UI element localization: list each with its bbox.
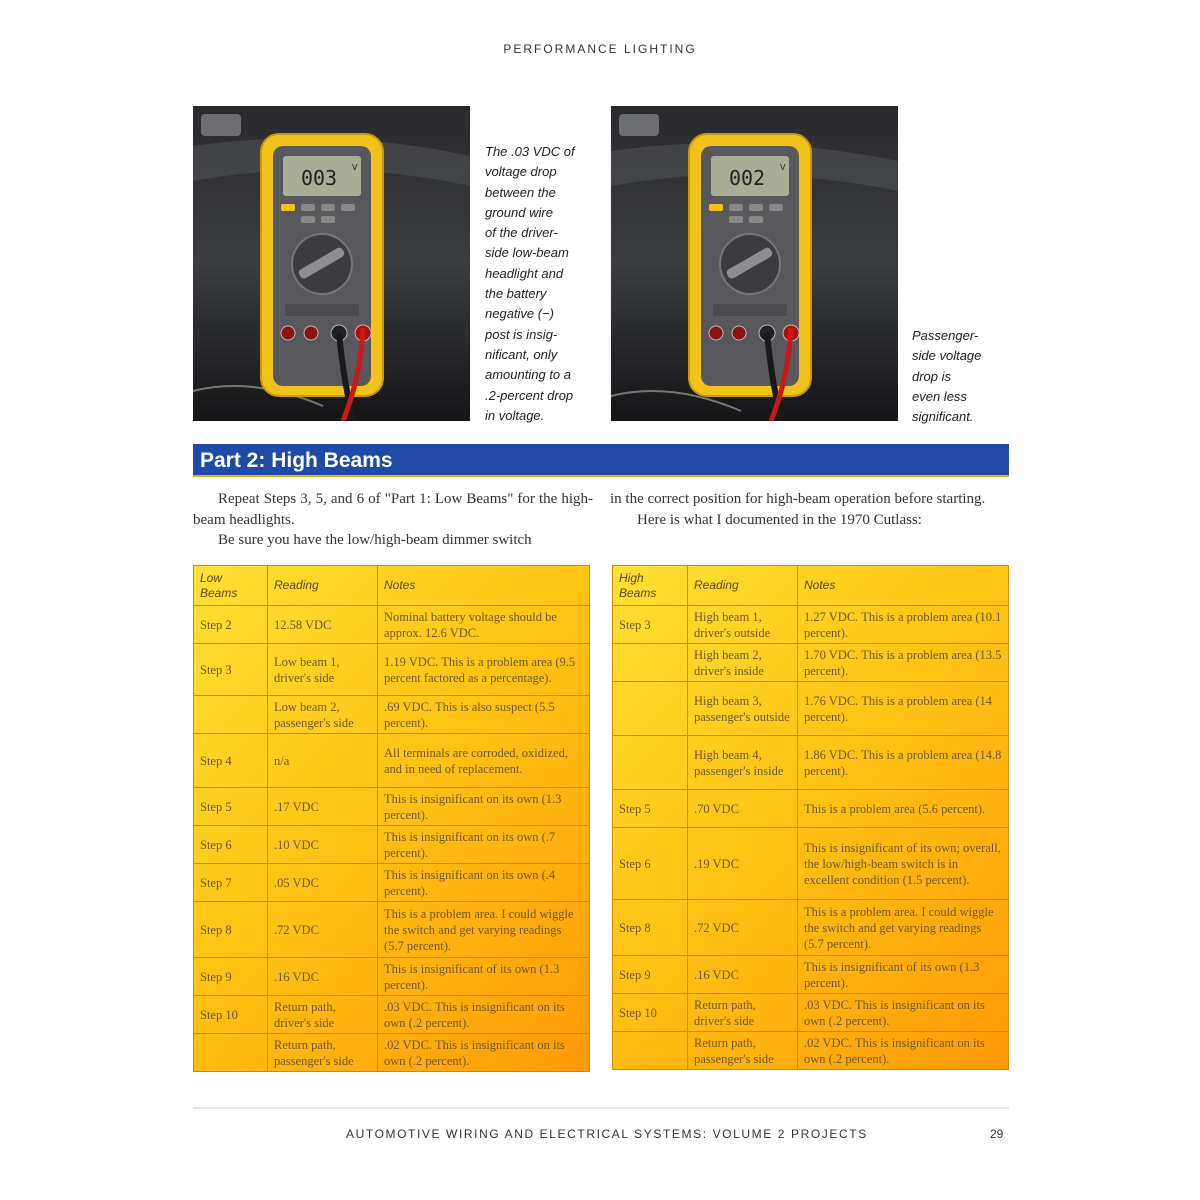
reading-cell: High beam 3, passenger's outside xyxy=(688,682,798,736)
notes-cell: This is a problem area. I could wiggle the switch and get varying readings (5.7 percent). xyxy=(798,900,1009,956)
step-cell: Step 10 xyxy=(613,994,688,1032)
notes-cell: This is insignificant of its own (1.3 percent). xyxy=(798,956,1009,994)
step-cell: Step 7 xyxy=(194,864,268,902)
column-header: High Beams xyxy=(613,566,688,606)
notes-cell: .02 VDC. This is insignificant on its own (.2 percent). xyxy=(378,1034,590,1072)
column-header: Reading xyxy=(268,566,378,606)
notes-cell: All terminals are corroded, oxidized, and in need of replacement. xyxy=(378,734,590,788)
multimeter-illustration xyxy=(611,106,898,421)
step-cell xyxy=(613,1032,688,1070)
table-row xyxy=(613,736,1009,790)
multimeter-photo-driver-side xyxy=(193,106,470,421)
step-cell: Step 2 xyxy=(194,606,268,644)
table-row xyxy=(194,902,590,958)
table-row xyxy=(194,734,590,788)
table-row xyxy=(194,864,590,902)
reading-cell: .05 VDC xyxy=(268,864,378,902)
notes-cell: This is insignificant on its own (.7 percent). xyxy=(378,826,590,864)
step-cell xyxy=(613,682,688,736)
table-row xyxy=(194,826,590,864)
table-row xyxy=(613,956,1009,994)
body-column-right xyxy=(610,489,1010,530)
table-row xyxy=(613,828,1009,900)
body-paragraph: in the correct position for high-beam operation before starting. xyxy=(610,491,986,507)
step-cell xyxy=(194,1034,268,1072)
body-paragraph: Be sure you have the low/high-beam dimmer switch xyxy=(218,532,532,548)
step-cell: Step 10 xyxy=(194,996,268,1034)
notes-cell: Nominal battery voltage should be approx. 12.6 VDC. xyxy=(378,606,590,644)
step-cell: Step 3 xyxy=(194,644,268,696)
photo-caption-passenger-side: Passenger- side voltage drop is even less significant. xyxy=(912,328,982,425)
reading-cell: Return path, driver's side xyxy=(688,994,798,1032)
column-header: Low Beams xyxy=(194,566,268,606)
table-row xyxy=(613,790,1009,828)
reading-cell: .72 VDC xyxy=(688,900,798,956)
footer-book-title: AUTOMOTIVE WIRING AND ELECTRICAL SYSTEMS: VOLUME 2 PROJECTS xyxy=(346,1127,868,1141)
high-beams-table xyxy=(612,565,1009,1070)
reading-cell: Low beam 1, driver's side xyxy=(268,644,378,696)
step-cell: Step 8 xyxy=(613,900,688,956)
table-row xyxy=(613,1032,1009,1070)
table-row xyxy=(613,994,1009,1032)
reading-cell: Return path, driver's side xyxy=(268,996,378,1034)
footer-rule xyxy=(193,1107,1009,1109)
step-cell: Step 9 xyxy=(194,958,268,996)
reading-cell: Low beam 2, passenger's side xyxy=(268,696,378,734)
photo-caption-driver-side: The .03 VDC of voltage drop between the ground wire of the driver- side low-beam headlight and the battery negative (−) post is insig- nificant, only amounting to a .2-percent drop in voltage. xyxy=(485,144,575,423)
notes-cell: This is a problem area (5.6 percent). xyxy=(798,790,1009,828)
step-cell: Step 6 xyxy=(194,826,268,864)
notes-cell: This is insignificant of its own (1.3 percent). xyxy=(378,958,590,996)
notes-cell: This is insignificant on its own (1.3 percent). xyxy=(378,788,590,826)
reading-cell: .70 VDC xyxy=(688,790,798,828)
body-column-left xyxy=(193,489,593,551)
multimeter-display-unit: V xyxy=(780,163,786,172)
multimeter-display-reading: 002 xyxy=(728,166,766,190)
reading-cell: .10 VDC xyxy=(268,826,378,864)
multimeter-display-reading: 003 xyxy=(300,166,338,190)
notes-cell: This is a problem area. I could wiggle the switch and get varying readings (5.7 percent). xyxy=(378,902,590,958)
table-row xyxy=(613,606,1009,644)
page-number: 29 xyxy=(990,1127,1004,1141)
table-row xyxy=(194,644,590,696)
running-head: PERFORMANCE LIGHTING xyxy=(503,42,697,56)
table-row xyxy=(194,696,590,734)
notes-cell: 1.19 VDC. This is a problem area (9.5 percent factored as a percentage). xyxy=(378,644,590,696)
reading-cell: High beam 2, driver's inside xyxy=(688,644,798,682)
reading-cell: Return path, passenger's side xyxy=(268,1034,378,1072)
multimeter-display-unit: V xyxy=(352,163,358,172)
multimeter-illustration xyxy=(193,106,470,421)
step-cell xyxy=(613,736,688,790)
table-row xyxy=(194,996,590,1034)
table-row xyxy=(613,644,1009,682)
column-header: Notes xyxy=(378,566,590,606)
table-row xyxy=(194,1034,590,1072)
step-cell: Step 5 xyxy=(194,788,268,826)
reading-cell: High beam 1, driver's outside xyxy=(688,606,798,644)
notes-cell: .02 VDC. This is insignificant on its own (.2 percent). xyxy=(798,1032,1009,1070)
step-cell xyxy=(194,696,268,734)
column-header: Notes xyxy=(798,566,1009,606)
notes-cell: 1.70 VDC. This is a problem area (13.5 percent). xyxy=(798,644,1009,682)
reading-cell: .19 VDC xyxy=(688,828,798,900)
low-beams-table xyxy=(193,565,590,1072)
table-header-row xyxy=(613,566,1009,606)
table-header-row xyxy=(194,566,590,606)
body-paragraph: Here is what I documented in the 1970 Cutlass: xyxy=(637,511,922,528)
notes-cell: 1.86 VDC. This is a problem area (14.8 percent). xyxy=(798,736,1009,790)
column-header: Reading xyxy=(688,566,798,606)
notes-cell: This is insignificant on its own (.4 percent). xyxy=(378,864,590,902)
table-row xyxy=(194,958,590,996)
section-title: Part 2: High Beams xyxy=(200,449,393,472)
reading-cell: n/a xyxy=(268,734,378,788)
reading-cell: .17 VDC xyxy=(268,788,378,826)
notes-cell: This is insignificant of its own; overall, the low/high-beam switch is in excellent condition (1.5 percent). xyxy=(798,828,1009,900)
notes-cell: 1.76 VDC. This is a problem area (14 percent). xyxy=(798,682,1009,736)
step-cell: Step 3 xyxy=(613,606,688,644)
step-cell xyxy=(613,644,688,682)
step-cell: Step 6 xyxy=(613,828,688,900)
reading-cell: 12.58 VDC xyxy=(268,606,378,644)
table-row xyxy=(194,788,590,826)
body-paragraph: Repeat Steps 3, 5, and 6 of "Part 1: Low Beams" for the high-beam headlights. xyxy=(193,491,593,528)
step-cell: Step 8 xyxy=(194,902,268,958)
step-cell: Step 4 xyxy=(194,734,268,788)
reading-cell: .72 VDC xyxy=(268,902,378,958)
notes-cell: .03 VDC. This is insignificant on its own (.2 percent). xyxy=(378,996,590,1034)
notes-cell: .03 VDC. This is insignificant on its own (.2 percent). xyxy=(798,994,1009,1032)
reading-cell: Return path, passenger's side xyxy=(688,1032,798,1070)
notes-cell: .69 VDC. This is also suspect (5.5 percent). xyxy=(378,696,590,734)
step-cell: Step 9 xyxy=(613,956,688,994)
reading-cell: .16 VDC xyxy=(268,958,378,996)
step-cell: Step 5 xyxy=(613,790,688,828)
table-row xyxy=(613,682,1009,736)
table-row xyxy=(194,606,590,644)
reading-cell: High beam 4, passenger's inside xyxy=(688,736,798,790)
table-row xyxy=(613,900,1009,956)
notes-cell: 1.27 VDC. This is a problem area (10.1 percent). xyxy=(798,606,1009,644)
multimeter-photo-passenger-side xyxy=(611,106,898,421)
reading-cell: .16 VDC xyxy=(688,956,798,994)
